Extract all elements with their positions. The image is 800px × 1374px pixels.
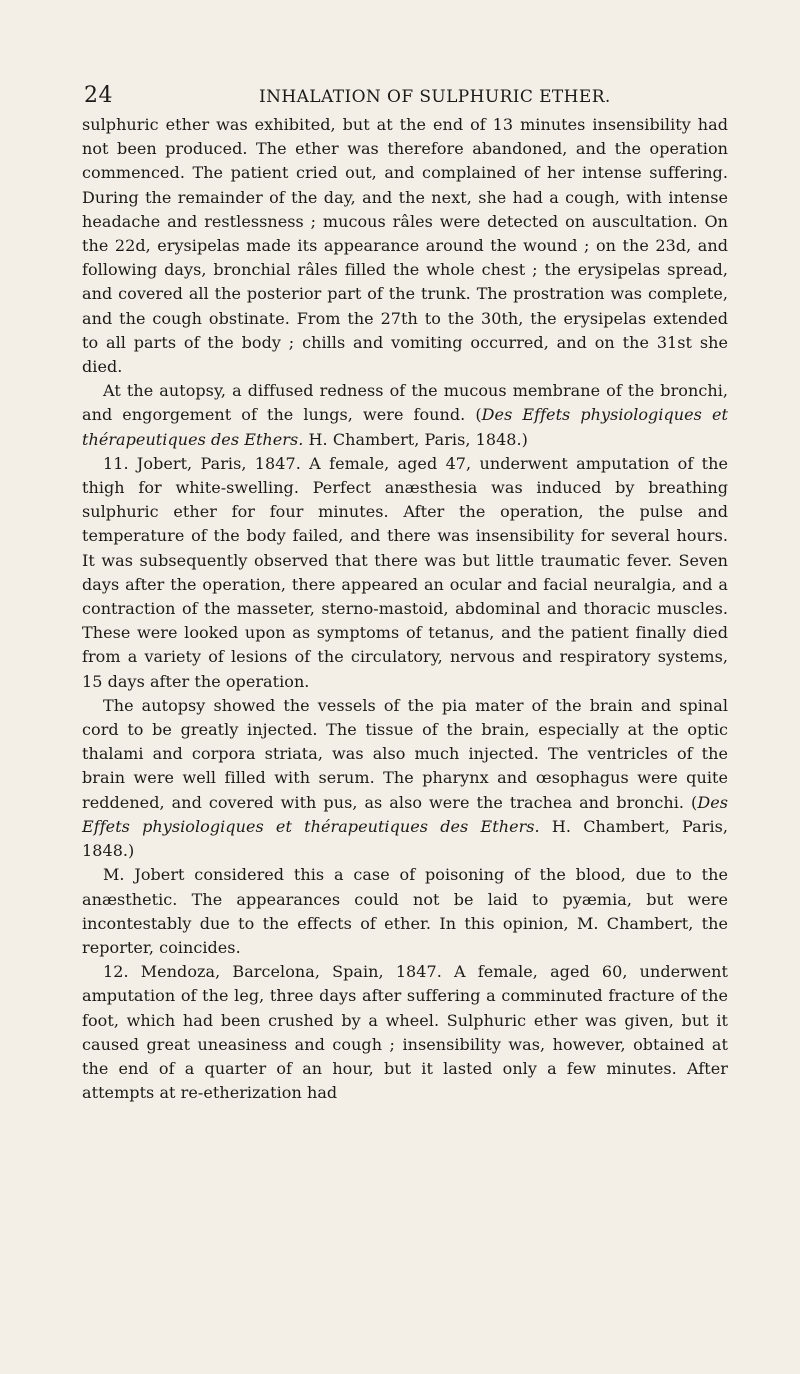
paragraph-5 xyxy=(82,863,728,960)
text-segment: H. Chambert, Paris, 1848.) xyxy=(82,816,729,861)
text-segment: H. Chambert, Paris, 1848.) xyxy=(303,429,528,449)
paragraph-6 xyxy=(82,960,728,1105)
page-number: 24 xyxy=(84,83,113,108)
body-text xyxy=(82,113,728,1105)
running-head xyxy=(84,84,644,112)
running-title: INHALATION OF SULPHURIC ETHER. xyxy=(259,87,611,107)
text-segment: 11. Jobert, Paris, 1847. A female, aged 47, underwent amputation of the thigh for white-swelling. Perfect anæsthesia was induced by breathing sulphuric ether for four minutes. After the operation, the pulse and temperature of the body failed, and there was insensibility for several hours. It was subsequently observed that there was but little traumatic fever. Seven days after the operation, there appeared an ocular and facial neuralgia, and a contraction of the masseter, sterno-mastoid, abdominal and thoracic muscles. These were looked upon as symptoms of tetanus, and the patient finally died from a variety of lesions of the circulatory, nervous and respiratory systems, 15 days after the operation. xyxy=(82,453,728,691)
paragraph-4 xyxy=(82,694,728,863)
paragraph-3 xyxy=(82,452,728,694)
text-segment: M. Jobert considered this a case of poisoning of the blood, due to the anæsthetic. The appearances could not be laid to pyæmia, but were incontestably due to the effects of ether. In this opinion, M. Chambert, the reporter, coincides. xyxy=(82,865,728,957)
paragraph-2 xyxy=(82,379,728,452)
text-segment: The autopsy showed the vessels of the pia mater of the brain and spinal cord to be greatly injected. The tissue of the brain, especially at the optic thalami and corpora striata, was also much injected. The ventricles of the brain were well filled with serum. The pharynx and œsophagus were quite reddened, and covered with pus, as also were the trachea and bronchi. ( xyxy=(82,695,728,812)
paragraph-1 xyxy=(82,113,728,379)
citation-title: Des Effets physiologiques et thérapeutiques des Ethers. xyxy=(82,792,728,836)
text-segment: 12. Mendoza, Barcelona, Spain, 1847. A female, aged 60, underwent amputation of the leg, three days after suffering a comminuted fracture of the foot, which had been crushed by a wheel. Sulphuric ether was given, but it caused great uneasiness and cough ; insensibility was, however, obtained at the end of a quarter of an hour, but it lasted only a few minutes. After attempts at re-etherization had xyxy=(82,962,728,1103)
text-segment: At the autopsy, a diffused redness of the mucous membrane of the bronchi, and engorgement of the lungs, were found. ( xyxy=(82,381,728,425)
citation-title: Des Effets physiologiques et thérapeutiques des Ethers. xyxy=(82,405,728,449)
text-segment: sulphuric ether was exhibited, but at the end of 13 minutes insensibility had not been produced. The ether was therefore abandoned, and the operation commenced. The patient cried out, and complained of her intense suffering. During the remainder of the day, and the next, she had a cough, with intense headache and restlessness ; mucous râles were detected on auscultation. On the 22d, erysipelas made its appearance around the wound ; on the 23d, and following days, bronchial râles filled the whole chest ; the erysipelas spread, and covered all the posterior part of the trunk. The prostration was complete, and the cough obstinate. From the 27th to the 30th, the erysipelas extended to all parts of the body ; chills and vomiting occurred, and on the 31st she died. xyxy=(82,115,728,377)
